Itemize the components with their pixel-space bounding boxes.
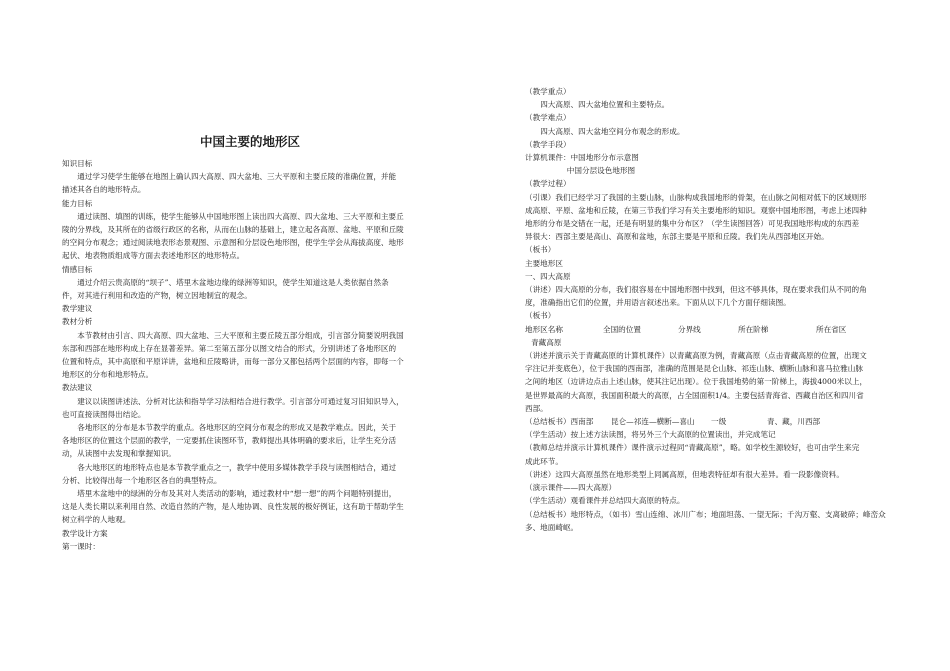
text-line: （讲述）这四大高原虽然在地形类型上同属高原，但地表特征却有很大差异。看一段影像资料。 [525, 469, 844, 479]
text-line: 动，从读图中去发现和掌握知识。 [62, 449, 176, 459]
board-col-boundary: 分界线 [678, 324, 701, 334]
text-line: （教学重点） [525, 87, 571, 96]
text-line: 教学建议 [62, 304, 93, 314]
text-line: 西部。 [525, 403, 548, 413]
text-line: （板书） [525, 245, 556, 255]
text-line: （学生活动）按上述方法读图，将另外三个大高原的位置读出，并完成笔记 [525, 430, 776, 440]
text-line: 教法建议 [62, 383, 93, 393]
summary-position: （总结板书）西南部 [525, 417, 594, 427]
text-line: 多、地面崎岖。 [525, 522, 579, 532]
text-line: 异很大：西部主要是高山、高原和盆地，东部主要是平原和丘陵。我们先从西部地区开始。 [525, 232, 829, 242]
text-line: 树立科学的人地观。 [62, 515, 131, 525]
text-line: 知识目标 [62, 159, 93, 168]
board-col-province: 所在省区 [816, 324, 847, 334]
board-col-step: 所在阶梯 [738, 324, 769, 334]
text-line: 一、四大高原 [525, 271, 571, 281]
text-line: 是世界最高的大高原，我国面积最大的高原，占全国面积1/4。主要包括青海省、西藏自治区和四川省 [525, 390, 864, 400]
text-line: 描述其各自的地形特点。 [62, 185, 146, 195]
text-line: 也可直接读图得出结论。 [62, 409, 146, 419]
left-column [62, 134, 438, 553]
text-line: 通过介绍云贵高原的“坝子”、塔里木盆地边缘的绿洲等知识，使学生知道这是人类依据自然条 [77, 277, 389, 287]
board-col-position: 全国的位置 [603, 324, 641, 334]
text-line: 之间的地区（边讲边点击上述山脉，使其注记出现）。位于我国地势的第一阶梯上，海拔4000米以上， [525, 377, 868, 387]
summary-boundary: 昆仑—祁连—横断—喜山 [611, 417, 695, 427]
text-line: 本节教材由引言、四大高原、四大盆地、三大平原和主要丘陵五部分组成，引言部分简要说明我国 [77, 330, 404, 340]
text-line: 塔里木盆地中的绿洲的分布及其对人类活动的影响，通过教材中“想一想”的两个问题特别提出， [77, 489, 397, 499]
text-line: （总结板书）地形特点，（如书）雪山连绵、冰川广布；地面坦荡、一望无际；千沟万壑、支离破碎；峰峦众 [525, 509, 886, 519]
text-line: 字注记并变底色），位于我国的西南部，准确的范围是昆仑山脉、祁连山脉、横断山脉和喜马拉雅山脉 [525, 364, 863, 374]
text-line: （演示课件——四大高原） [525, 483, 617, 493]
text-line: 起伏、地表物质组成等方面去表述地形区的地形特点。 [62, 251, 245, 261]
summary-step: 一级 [711, 417, 727, 427]
text-line: 陵的分界线，及其所在的省级行政区的名称，从而在山脉的基础上，建立起各高原、盆地、平原和丘陵 [62, 225, 404, 235]
text-line: （学生活动）观看课件并总结四大高原的特点。 [525, 496, 685, 506]
text-line: （教学手段） [525, 139, 571, 149]
text-line: （教学难点） [525, 113, 571, 123]
text-line: 能力目标 [62, 198, 93, 208]
text-line: 各地形区的位置这个层面的教学，一定要抓住读图环节，教师提出具体明确的要求后，让学生充分活 [62, 436, 397, 446]
text-line: 四大高原、四大盆地位置和主要特点。 [540, 100, 670, 110]
text-line: 各大地形区的地形特点也是本节教学重点之一，教学中使用多媒体教学手段与读图相结合，通过 [77, 462, 397, 472]
text-line: 计算机课件：中国地形分布示意图 [525, 153, 639, 163]
text-line: 第一课时： [62, 541, 100, 551]
text-line: 教学设计方案 [62, 528, 108, 538]
board-header-row [525, 323, 897, 336]
text-line: （教师总结并演示计算机课件）课件演示过程同“青藏高原”，略。如学校生源较好，也可由学生来完 [525, 443, 860, 453]
text-line: 分析、比较得出每一个地形区各自的典型特点。 [62, 475, 222, 485]
text-line: 建议以读图讲述法、分析对比法和指导学习法相结合进行教学。引言部分可通过复习旧知识导入， [77, 396, 404, 406]
text-line: 地形的分布是交错在一起，还是有明显的集中分布区？（学生读图回答）可见我国地形构成的东西差 [525, 219, 860, 229]
text-line: （教学过程） [525, 179, 571, 189]
text-line: 通过学习使学生能够在地图上确认四大高原、四大盆地、三大平原和主要丘陵的准确位置，并能 [77, 172, 397, 182]
right-body-b [525, 349, 897, 415]
text-line: （讲述）四大高原的分布，我们很容易在中国地形图中找到，但这不够具体，现在要求我们从不同的角 [525, 285, 867, 295]
text-line: 成高原、平原、盆地和丘陵，在第三节我们学习有关主要地形的知识。观察中国地形图，考虑上述四种 [525, 205, 867, 215]
summary-row [525, 415, 897, 428]
text-line: （板书） [525, 311, 556, 321]
text-line: 这是人类长期以来利用自然、改造自然的产物，是人地协调、良性发展的极好例证，这有助于帮助学生 [62, 502, 404, 512]
summary-province: 青、藏，川西部 [767, 417, 821, 427]
text-line: 件，对其进行利用和改造的产物，树立因地制宜的观念。 [62, 291, 252, 301]
text-line: 情感目标 [62, 264, 93, 274]
text-line: 位置和特点，其中高原和平原详讲，盆地和丘陵略讲，而每一部分又都包括两个层面的内容，即每一个 [62, 357, 404, 367]
right-body-c [525, 428, 897, 534]
text-line: 成此环节。 [525, 456, 563, 466]
text-line: 中国分层设色地形图 [566, 166, 636, 176]
text-line: 主要地形区 [525, 258, 563, 268]
board-subject: 青藏高原 [531, 337, 562, 347]
text-line: 通过读图、填图的训练，使学生能够从中国地形图上读出四大高原、四大盆地、三大平原和主要丘 [77, 211, 404, 221]
document-title: 中国主要的地形区 [199, 134, 300, 149]
text-line: （讲述并演示关于青藏高原的计算机课件）以青藏高原为例，青藏高原（点击青藏高原的位置，出现文 [525, 351, 867, 361]
text-line: 各地形区的分布是本节教学的重点。各地形区的空间分布观念的形成又是教学难点。因此，关于 [77, 423, 397, 433]
text-line: 地形区的分布和地形特点。 [62, 370, 154, 380]
left-body [62, 157, 438, 553]
right-column [525, 85, 897, 534]
text-line: 的空间分布观念；通过阅读地表形态景观图、示意图和分层设色地形图，使学生学会从海拔高度、地形 [62, 238, 404, 248]
text-line: （引课）我们已经学习了我国的主要山脉，山脉构成我国地形的骨架，在山脉之间相对低下的区域则形 [525, 192, 867, 202]
text-line: 度，准确指出它们的位置，并用语言叙述出来。下面从以下几个方面仔细读图。 [525, 298, 791, 308]
text-line: 东部和西部在地形构成上存在显著差异。第二至第五部分以图文结合的形式，分别讲述了各地形区的 [62, 343, 397, 353]
right-body-a [525, 85, 897, 323]
text-line: 四大高原、四大盆地空间分布观念的形成。 [540, 126, 685, 136]
text-line: 教材分析 [62, 317, 93, 327]
board-col-name: 地形区名称 [525, 324, 563, 334]
